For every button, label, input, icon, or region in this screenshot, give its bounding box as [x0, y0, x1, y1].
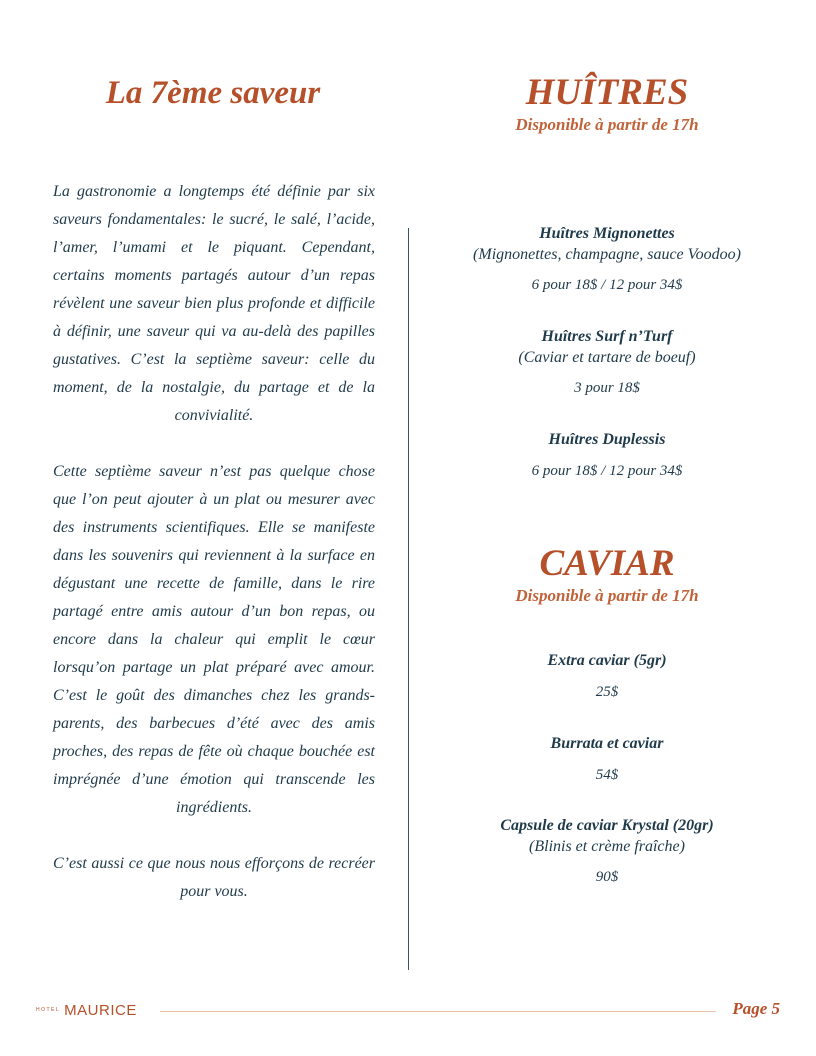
- intro-paragraph: C’est aussi ce que nous nous efforçons de recréer pour vous.: [53, 855, 375, 900]
- item-description: (Mignonettes, champagne, sauce Voodoo): [473, 246, 741, 263]
- item-name: Extra caviar (5gr): [547, 652, 667, 669]
- item-name: Huîtres Mignonettes: [539, 225, 675, 242]
- logo-small-text: HOTEL: [36, 1007, 61, 1013]
- intro-paragraph: La gastronomie a longtemps été définie par six saveurs fondamentales: le sucré, le salé, l’acide, l’amer, l’umami et le piquant. Cependant, certains moments partagés autour d’un repas révèlent une saveur bien plus profonde et difficile à définir, une saveur qui va au-delà des papilles gustatives. C’est la septième saveur: celle du moment, de la nostalgie, du partage et de la convivialité.: [53, 183, 375, 424]
- item-price: 3 pour 18$: [574, 380, 640, 396]
- menu-item: [420, 326, 794, 398]
- huitres-title: HUÎTRES: [525, 72, 689, 113]
- caviar-title: CAVIAR: [539, 543, 675, 584]
- menu-item: [420, 223, 794, 295]
- item-price: 54$: [595, 767, 619, 783]
- logo-big-text: MAURICE: [64, 1001, 137, 1019]
- item-price: 6 pour 18$ / 12 pour 34$: [531, 277, 683, 293]
- caviar-header: [420, 543, 794, 607]
- huitres-header: [420, 72, 794, 136]
- item-price: 25$: [595, 684, 619, 700]
- menu-item: [420, 815, 794, 887]
- column-divider: [408, 228, 409, 970]
- item-name: Capsule de caviar Krystal (20gr): [500, 817, 714, 834]
- item-price: 6 pour 18$ / 12 pour 34$: [531, 463, 683, 479]
- intro-title: La 7ème saveur: [105, 75, 321, 111]
- item-name: Huîtres Duplessis: [548, 431, 666, 448]
- intro-paragraph: Cette septième saveur n’est pas quelque chose que l’on peut ajouter à un plat ou mesurer avec des instruments scientifiques. Elle se manifeste dans les souvenirs qui reviennent à la surface en dégustant une recette de famille, dans le rire partagé entre amis autour d’un bon repas, ou encore dans la chaleur qui emplit le cœur lorsqu’on partage un plat préparé avec amour. C’est le goût des dimanches chez les grands-parents, des barbecues d’été avec des amis proches, des repas de fête où chaque bouchée est imprégnée d’une émotion qui transcende les ingrédients.: [53, 463, 375, 816]
- intro-text: [53, 178, 375, 906]
- caviar-subtitle: Disponible à partir de 17h: [515, 586, 699, 605]
- item-description: (Blinis et crème fraîche): [529, 838, 685, 855]
- item-price: 90$: [595, 869, 619, 885]
- huitres-subtitle: Disponible à partir de 17h: [515, 115, 699, 134]
- footer-divider: [160, 1011, 716, 1012]
- menu-item: [420, 429, 794, 481]
- item-name: Huîtres Surf n’Turf: [541, 328, 673, 345]
- item-name: Burrata et caviar: [550, 735, 664, 752]
- hotel-logo: [36, 1000, 137, 1020]
- menu-item: [420, 650, 794, 702]
- item-description: (Caviar et tartare de boeuf): [518, 349, 696, 366]
- page-number: Page 5: [732, 999, 780, 1018]
- menu-item: [420, 733, 794, 785]
